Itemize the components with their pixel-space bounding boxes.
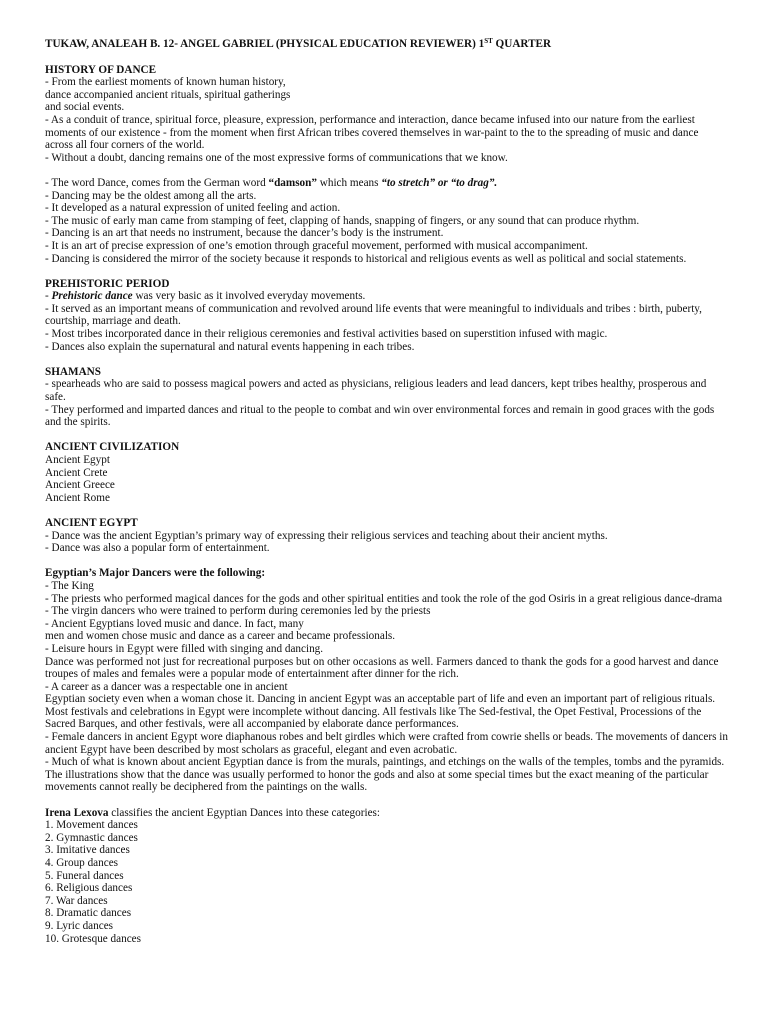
dancers-line: - A career as a dancer was a respectable one in ancient <box>45 680 288 693</box>
history-line: - Dancing is considered the mirror of the society because it responds to historical and religious events as well as political and social statements. <box>45 252 687 265</box>
dancers-line: - Female dancers in ancient Egypt wore diaphanous robes and belt girdles which were crafted from cowrie shells or beads. The movements of dancers in ancient Egypt have been described by most scholars as graceful, elegant and even acrobatic. <box>45 731 728 756</box>
spacer <box>45 164 728 177</box>
category-item: 1. Movement dances <box>45 819 138 832</box>
etymology-term: “damson” <box>268 176 317 189</box>
lexova-intro-text: classifies the ancient Egyptian Dances into these categories: <box>108 806 381 819</box>
category-item: 3. Imitative dances <box>45 844 130 857</box>
dancers-heading: Egyptian’s Major Dancers were the following: <box>45 567 266 580</box>
history-line: - Dancing is an art that needs no instrument, because the dancer’s body is the instrument. <box>45 227 444 240</box>
shamans-line: - They performed and imparted dances and ritual to the people to combat and win over environmental forces and remain in good graces with the gods and the spirits. <box>45 403 715 429</box>
egypt-section <box>45 517 728 555</box>
dancers-line: - The King <box>45 579 94 592</box>
dancers-line: men and women chose music and dance as a career and became professionals. <box>45 630 396 643</box>
category-item: 10. Grotesque dances <box>45 932 141 945</box>
civilization-item: Ancient Rome <box>45 491 110 504</box>
dancers-line: Egyptian society even when a woman chose it. Dancing in ancient Egypt was an acceptable part of life and even an important part of religious rituals. Most festivals and celebrations in Egypt were incomplete without dancing. All festivals like The Sed-festival, the Opet Festival, Processions of the Sacred Barques, and other festivals, were all accompanied by elaborate dance performances. <box>45 693 716 731</box>
history-line: - It is an art of precise expression of one’s emotion through graceful movement, performed with musical accompaniment. <box>45 239 588 252</box>
etymology-pre: - The word Dance, comes from the German word <box>45 176 269 189</box>
dancers-section <box>45 567 728 794</box>
shamans-section <box>45 366 728 429</box>
shamans-heading: SHAMANS <box>45 365 101 378</box>
shamans-line: - spearheads who are said to possess magical powers and acted as physicians, religious leaders and lead dancers, kept tribes healthy, prosperous and safe. <box>45 378 707 404</box>
prehistoric-section <box>45 278 728 354</box>
header-quarter: QUARTER <box>492 38 552 50</box>
header-superscript: ST <box>484 37 493 45</box>
history-heading: HISTORY OF DANCE <box>45 63 157 76</box>
prehistoric-first-text: was very basic as it involved everyday movements. <box>132 290 366 303</box>
egypt-heading: ANCIENT EGYPT <box>45 516 138 529</box>
prehistoric-dash: - <box>45 290 52 303</box>
civilization-item: Ancient Egypt <box>45 454 110 466</box>
category-item: 8. Dramatic dances <box>45 907 132 920</box>
history-line: - The music of early man came from stamping of feet, clapping of hands, snapping of fingers, or any sound that can produce rhythm. <box>45 214 640 227</box>
category-item: 7. War dances <box>45 894 108 907</box>
dance-etymology-line <box>45 177 728 190</box>
prehistoric-heading: PREHISTORIC PERIOD <box>45 277 170 290</box>
dancers-line: - Ancient Egyptians loved music and dance. In fact, many <box>45 617 304 630</box>
history-line: - It developed as a natural expression of united feeling and action. <box>45 202 341 215</box>
history-line: - From the earliest moments of known human history, <box>45 76 286 89</box>
prehistoric-term: Prehistoric dance <box>51 290 133 303</box>
dancers-line: - Much of what is known about ancient Egyptian dance is from the murals, paintings, and etchings on the walls of the temples, tombs and the pyramids. The illustrations show that the dance was usually performed to honor the gods and also at some special times but the exact meaning of the particular movements cannot really be deciphered from the paintings on the walls. <box>45 756 725 794</box>
civilization-item: Ancient Greece <box>45 479 115 492</box>
history-line: - Without a doubt, dancing remains one of the most expressive forms of communications that we know. <box>45 151 508 164</box>
history-line: dance accompanied ancient rituals, spiritual gatherings <box>45 88 291 101</box>
dancers-line: - The priests who performed magical dances for the gods and other spiritual entities and took the role of the god Osiris in a great religious dance-drama <box>45 592 723 605</box>
civilization-section <box>45 441 728 504</box>
prehistoric-line: - Dances also explain the supernatural and natural events happening in each tribes. <box>45 340 415 353</box>
lexova-name: Irena Lexova <box>45 806 109 819</box>
history-line: and social events. <box>45 101 125 114</box>
history-line: - As a conduit of trance, spiritual force, pleasure, expression, performance and interaction, dance became infused into our nature from the earliest moments of our existence - from the moment when first African tribes covered themselves in war-paint to the to the spreading of music and dance across all four corners of the world. <box>45 113 699 152</box>
civilization-heading: ANCIENT CIVILIZATION <box>45 441 180 454</box>
etymology-meaning: “to stretch” or “to drag”. <box>381 176 498 189</box>
dancers-line: Dance was performed not just for recreational purposes but on other occasions as well. Farmers danced to thank the gods for a good harvest and dance troupes of males and females were a popular mode of entertainment after dinner for the rich. <box>45 655 719 681</box>
dancers-line: - The virgin dancers who were trained to perform during ceremonies led by the priests <box>45 605 431 618</box>
civilization-item: Ancient Crete <box>45 466 108 479</box>
prehistoric-line: - It served as an important means of communication and revolved around life events that were meaningful to individuals and tribes : birth, puberty, courtship, marriage and death. <box>45 302 702 328</box>
prehistoric-line: - Most tribes incorporated dance in their religious ceremonies and festival activities based on superstition infused with magic. <box>45 328 608 341</box>
category-item: 2. Gymnastic dances <box>45 831 138 844</box>
history-line: - Dancing may be the oldest among all the arts. <box>45 189 257 202</box>
history-section <box>45 64 728 266</box>
document-header <box>45 38 728 51</box>
lexova-intro <box>45 807 728 820</box>
egypt-line: - Dance was also a popular form of entertainment. <box>45 542 270 555</box>
egypt-line: - Dance was the ancient Egyptian’s primary way of expressing their religious services and teaching about their ancient myths. <box>45 529 608 542</box>
category-item: 9. Lyric dances <box>45 919 114 932</box>
etymology-mid: which means <box>316 176 382 189</box>
dancers-line: - Leisure hours in Egypt were filled with singing and dancing. <box>45 642 324 655</box>
category-item: 4. Group dances <box>45 857 119 869</box>
prehistoric-first-line <box>45 290 728 303</box>
category-item: 6. Religious dances <box>45 882 133 895</box>
lexova-section <box>45 807 728 946</box>
header-text: TUKAW, ANALEAH B. 12- ANGEL GABRIEL (PHYSICAL EDUCATION REVIEWER) 1 <box>45 38 485 50</box>
category-item: 5. Funeral dances <box>45 869 124 882</box>
